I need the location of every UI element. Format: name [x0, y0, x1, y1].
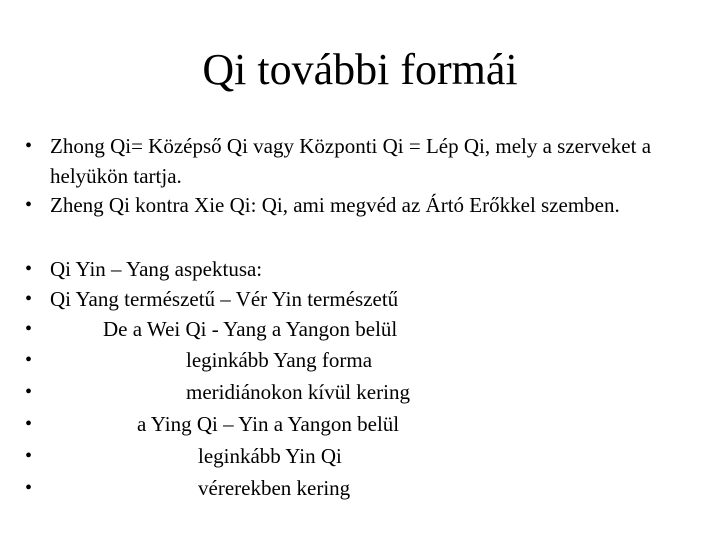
- bullet-icon: •: [25, 288, 33, 310]
- bullet-icon: •: [25, 413, 33, 435]
- bullet-icon: •: [25, 135, 33, 157]
- list-item: leginkább Yin Qi: [198, 444, 342, 468]
- list-item: Zheng Qi kontra Xie Qi: Qi, ami megvéd az Ártó Erőkkel szemben.: [50, 193, 620, 217]
- list-item: De a Wei Qi - Yang a Yangon belül: [103, 317, 398, 341]
- bullet-icon: •: [25, 381, 33, 403]
- list-item: vérerekben kering: [198, 476, 351, 500]
- bullet-icon: •: [25, 445, 33, 467]
- list-item: leginkább Yang forma: [186, 348, 373, 372]
- bullet-icon: •: [25, 194, 33, 216]
- list-item: Qi Yin – Yang aspektusa:: [50, 257, 263, 281]
- list-item: Zhong Qi= Középső Qi vagy Központi Qi = Lép Qi, mely a szerveket a helyükön tartja.: [50, 134, 652, 188]
- bullet-icon: •: [25, 318, 33, 340]
- bullet-icon: •: [25, 258, 33, 280]
- list-item: meridiánokon kívül kering: [186, 380, 410, 404]
- list-item: Qi Yang természetű – Vér Yin természetű: [50, 287, 399, 311]
- bullet-icon: •: [25, 349, 33, 371]
- slide-title: Qi további formái: [202, 45, 518, 94]
- list-item: a Ying Qi – Yin a Yangon belül: [137, 412, 400, 436]
- bullet-icon: •: [25, 477, 33, 499]
